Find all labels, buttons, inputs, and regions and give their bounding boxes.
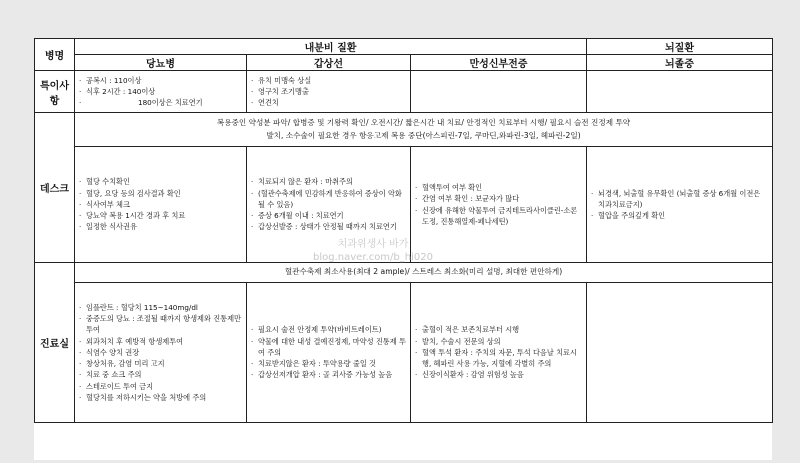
list-item: · 혈액투여 여부 확인 [414, 182, 583, 193]
desk-banner-line1: 복용중인 약성분 파악/ 합병증 및 기왕력 확인/ 오전시간/ 짧은시간 내 치료/ 안정적인 치료부터 시행/ 필요시 슬전 진정제 투약 [216, 118, 631, 127]
list-item: · 연견치 [250, 97, 407, 108]
list-item: · 일정한 식사권유 [78, 221, 243, 232]
desk-stroke [587, 147, 773, 263]
list-item: · 갑상선발증 : 상태가 안정될 때까지 치료연기 [250, 221, 407, 232]
header-renal: 만성신부전증 [411, 55, 587, 71]
document-sheet [34, 38, 772, 460]
list-item: · 갑상선저개압 환자 : 골 괴사증 가능성 높음 [250, 369, 407, 380]
special-diabetes [75, 71, 247, 113]
list-item: · 외과처치 후 예방적 항생제투여 [78, 336, 243, 347]
clinic-stroke [587, 283, 773, 423]
list-item: · 신장에 유해한 약물투여 금지테트라사이클린-소론도정, 진통해열제-페나세틴) [414, 205, 583, 227]
header-thyroid: 갑상선 [247, 55, 411, 71]
list-item: · 필요시 술전 안정제 투약(바비트레이트) [250, 324, 407, 335]
list-item: · 중증도의 당뇨 : 조절될 때까지 항생제와 진통제만 투여 [78, 313, 243, 335]
header-diabetes: 당뇨병 [75, 55, 247, 71]
list-item: · 치료받지않은 환자 : 투약용량 줄일 것 [250, 358, 407, 369]
clinic-banner: 혈관수축제 최소사용(최대 2 ample)/ 스트레스 최소화(미리 설명, 최대한 편안하게) [75, 263, 773, 283]
watermark-line2: blog.naver.com/b_hi020 [313, 252, 433, 263]
clinic-renal [411, 283, 587, 423]
desk-renal [411, 147, 587, 263]
list-item: · 신장이식환자 : 감염 위험성 높음 [414, 369, 583, 380]
list-item: · 식사여부 체크 [78, 199, 243, 210]
list-item: · 치료되지 않은 환자 : 마취주의 [250, 176, 407, 187]
list-item: · 발치, 수술시 전문의 상의 [414, 336, 583, 347]
list-item: · 치료 중 쇼크 주의 [78, 369, 243, 380]
desk-thyroid [247, 147, 411, 263]
desk-diabetes [75, 147, 247, 263]
list-item: · 공복시 : 110이상 [78, 75, 243, 86]
list-item: · 혈당, 요당 등의 검사결과 확인 [78, 188, 243, 199]
list-item: · 식염수 양치 권장 [78, 347, 243, 358]
list-item: · 임플란트 : 혈당치 115~140mg/dl [78, 302, 243, 313]
list-item: · 증상 6개월 이내 : 치료연기 [250, 210, 407, 221]
list-item: · 180이상은 치료연기 [78, 97, 243, 108]
row-label-clinic: 진료실 [35, 263, 75, 423]
list-item: · 혈당치를 저하시키는 약을 처방에 주의 [78, 392, 243, 403]
desk-banner-line2: 발치, 소수술이 필요한 경우 항응고제 복용 중단(아스피린-7일, 쿠마딘,와파린-3일, 헤파린-2일) [266, 130, 581, 140]
list-item: · 간염 여부 확인 : 보균자가 많다 [414, 193, 583, 204]
header-stroke: 뇌졸중 [587, 55, 773, 71]
list-item: · 출혈이 적은 보존치료부터 시행 [414, 324, 583, 335]
header-disease: 병명 [35, 39, 75, 71]
list-item: · 혈압을 주의깊게 확인 [590, 210, 769, 221]
special-stroke [587, 71, 773, 113]
header-endocrine: 내분비 질환 [75, 39, 587, 55]
watermark-line1: 치과위생사 바가 [337, 239, 409, 250]
list-item: · 식후 2시간 : 140이상 [78, 86, 243, 97]
header-brain: 뇌질환 [587, 39, 773, 55]
dental-care-table [34, 38, 773, 423]
special-renal [411, 71, 587, 113]
list-item: · 창상처유, 감염 미리 고지 [78, 358, 243, 369]
list-item: · 혈액 투석 환자 : 주치의 자문, 투석 다음날 치료시행, 헤파린 사용 가능, 지혈에 각별히 주의 [414, 347, 583, 369]
list-item: · 혈당 수치확인 [78, 176, 243, 187]
list-item: · 당뇨약 복용 1시간 경과 후 치료 [78, 210, 243, 221]
desk-banner [75, 113, 773, 147]
row-label-special: 특이사항 [35, 71, 75, 113]
list-item: · 뇌경색, 뇌출혈 유무확인 (뇌출혈 증상 6개월 이전은 치과치료금지) [590, 188, 769, 210]
special-thyroid [247, 71, 411, 113]
clinic-thyroid [247, 283, 411, 423]
list-item: · 유치 미맹숙 상실 [250, 75, 407, 86]
list-item: · 영구치 조기맹출 [250, 86, 407, 97]
list-item: · (혈관수축제에 민감하게 반응하여 증상이 악화될 수 있음) [250, 188, 407, 210]
row-label-desk: 데스크 [35, 113, 75, 263]
list-item: · 약물에 대한 내성 결예진정제, 마약성 진통제 투여 주의 [250, 336, 407, 358]
list-item: · 스테로이드 투여 금지 [78, 381, 243, 392]
clinic-diabetes [75, 283, 247, 423]
